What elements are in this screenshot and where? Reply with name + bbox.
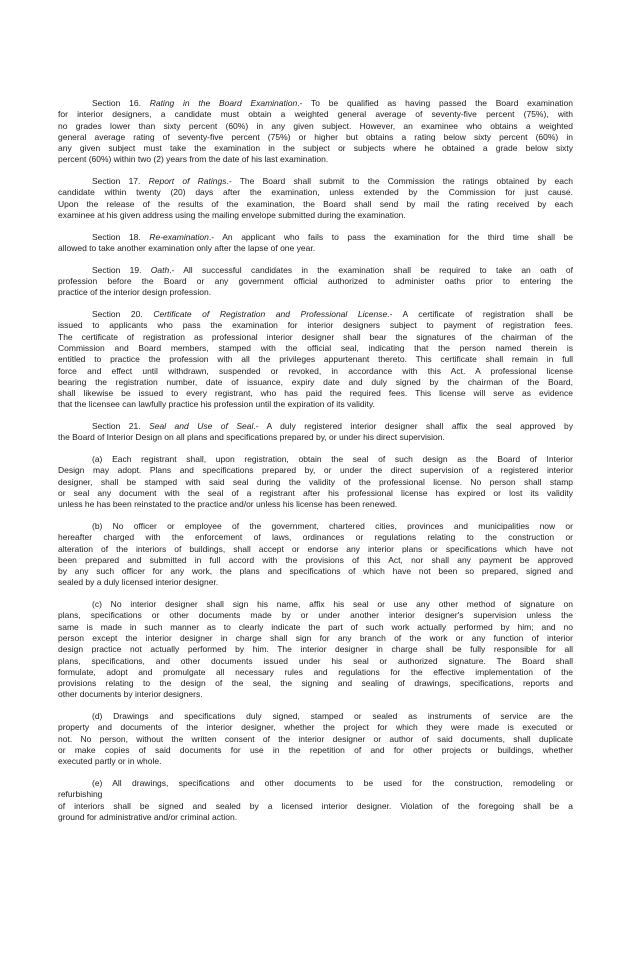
text-line: sealed by a duly licensed interior designer. — [58, 577, 219, 588]
text-line: executed partly or in whole. — [58, 756, 162, 767]
section-21-c — [58, 599, 573, 701]
section-20 — [58, 309, 573, 411]
text-line: Section 19. Oath.- All successful candidates in the examination shall be required to take an oath of — [92, 264, 574, 275]
text-line: force and effect until withdrawn, suspended or revoked, in accordance with this Act. A professional license — [58, 365, 573, 376]
text-line: examinee at his given address using the mailing envelope submitted during the examination. — [58, 210, 406, 221]
text-line: Section 21. Seal and Use of Seal.- A duly registered interior designer shall affix the seal approved by — [92, 421, 574, 432]
text-line: unless he has been reinstated to the practice and/or unless his license has been renewed. — [58, 499, 398, 510]
text-line: practice of the interior design profession. — [58, 287, 212, 298]
text-line: refurbishing — [58, 789, 103, 800]
text-line: (d) Drawings and specifications duly signed, stamped or sealed as instruments of service are the — [92, 711, 573, 722]
section-21-b — [58, 521, 573, 589]
text-line: shall likewise be issued to every registrant, who has paid the required fees. This license will serve as evidence — [58, 388, 573, 399]
text-line: other documents by interior designers. — [58, 689, 203, 700]
text-line: Section 16. Rating in the Board Examination.- To be qualified as having passed the Board examination — [92, 98, 574, 108]
text-line: plans, specifications, and other documents issued under his seal or authorized signature. The Board shall — [58, 655, 573, 666]
text-line: plans, specifications or other documents made by or under another interior designer's supervision unless the — [58, 610, 573, 621]
section-21-e — [58, 778, 573, 823]
text-line: (c) No interior designer shall sign his name, affix his seal or use any other method of signature on — [92, 599, 573, 610]
text-line: Section 20. Certificate of Registration and Professional License.- A certificate of registration shall be — [92, 309, 573, 320]
text-line: designer, shall be stamped with said seal during the validity of the professional license. No person shall stamp — [58, 476, 573, 487]
text-line: that the licensee can lawfully practice his profession until the expiration of its validity. — [58, 399, 375, 410]
section-21-a — [58, 454, 573, 510]
text-line: of interiors shall be signed and sealed by a licensed interior designer. Violation of the foregoing shall be a — [58, 800, 573, 811]
text-line: Section 17. Report of Ratings.- The Board shall submit to the Commission the ratings obtained by each — [92, 176, 573, 187]
section-19 — [58, 265, 573, 299]
text-line: not. No person, without the written consent of the interior designer or author of said documents, shall duplicate — [58, 733, 573, 744]
text-line: Section 18. Re-examination.- An applicant who fails to pass the examination for the third time shall be — [92, 231, 574, 242]
text-line: or make copies of said documents for use in the repetition of and for other projects or buildings, whether — [58, 745, 573, 756]
section-21 — [58, 421, 573, 444]
text-line: by any such officer for any work, the plans and specifications of which have not been so prepared, signed and — [58, 566, 573, 577]
text-line: (b) No officer or employee of the government, chartered cities, provinces and municipalities now or — [92, 520, 573, 531]
text-line: formulate, adopt and promulgate all necessary rules and regulations for the effective implementation of the — [58, 666, 573, 677]
text-line: entitled to practice the profession with all the privileges appurtenant thereto. This certificate shall remain in full — [58, 354, 573, 365]
text-line: provisions relating to the design of the seal, the signing and sealing of drawings, specifications, reports and — [58, 678, 573, 689]
text-line: Upon the release of the results of the examination, the Board shall send by mail the rating received by each — [58, 198, 573, 209]
text-line: Commission and Board members, stamped with the official seal, indicating that the person named therein is — [58, 342, 573, 353]
text-line: design practice not actually performed by him. The interior designer in charge shall be fully responsible for all — [58, 644, 573, 655]
text-line: been prepared and submitted in full accord with the provisions of this Act, nor shall any payment be approved — [58, 554, 573, 565]
text-line: issued to applicants who pass the examination for interior designers subject to payment of registration fees. — [58, 320, 573, 331]
text-line: for interior designers, a candidate must obtain a weighted general average of seventy-five percent (75%), with — [58, 109, 573, 120]
text-line: Design may adopt. Plans and specifications prepared by, or under the direct supervision of a registered interior — [58, 465, 573, 476]
section-16 — [58, 98, 573, 166]
text-line: profession before the Board or any government official authorized to administer oaths prior to entering the — [58, 276, 573, 287]
text-line: the Board of Interior Design on all plans and specifications prepared by, or under his direct supervision. — [58, 432, 445, 443]
text-line: (a) Each registrant shall, upon registration, obtain the seal of such design as the Board of Interior — [92, 454, 573, 465]
text-line: allowed to take another examination only after the lapse of one year. — [58, 243, 316, 254]
text-line: ground for administrative and/or criminal action. — [58, 811, 238, 822]
text-line: candidate within twenty (20) days after the examination, unless extended by the Commission for just cause. — [58, 187, 573, 198]
text-line: (e) All drawings, specifications and other documents to be used for the construction, remodeling or — [92, 778, 573, 789]
text-line: bearing the registration number, date of issuance, expiry date and duly signed by the chairman of the Board, — [58, 376, 573, 387]
text-line: person except the interior designer in charge shall sign for any branch of the work or any function of interior — [58, 633, 573, 643]
section-21-d — [58, 711, 573, 767]
text-line: property and documents of the interior designer, whether the project for which they were made is executed or — [58, 722, 573, 733]
text-line: hereafter charged with the enforcement of laws, ordinances or regulations relating to the construction or — [58, 532, 573, 543]
section-18 — [58, 232, 573, 255]
text-line: any given subject must take the examination in the subject or subjects where he obtained a grade below sixty — [58, 143, 573, 154]
text-line: percent (60%) within two (2) years from the date of his last examination. — [58, 154, 329, 165]
text-line: no grades lower than sixty percent (60%) in any given subject. However, an examinee who obtains a weighted — [58, 120, 573, 131]
text-line: or seal any document with the seal of a registrant after his professional license has expired or lost its validity — [58, 487, 573, 498]
document-page — [58, 98, 573, 834]
text-line: general average rating of seventy-five percent (75%) or higher but obtains a rating below sixty percent (60%) in — [58, 131, 573, 142]
text-line: same is made in such manner as to clearly indicate the part of such work actually performed by him; and no — [58, 621, 573, 632]
text-line: alteration of the interiors of buildings, shall accept or endorse any interior plans or specifications which have not — [58, 543, 573, 554]
section-17 — [58, 176, 573, 221]
text-line: The certificate of registration as professional interior designer shall bear the signatures of the chairman of the — [58, 331, 573, 342]
